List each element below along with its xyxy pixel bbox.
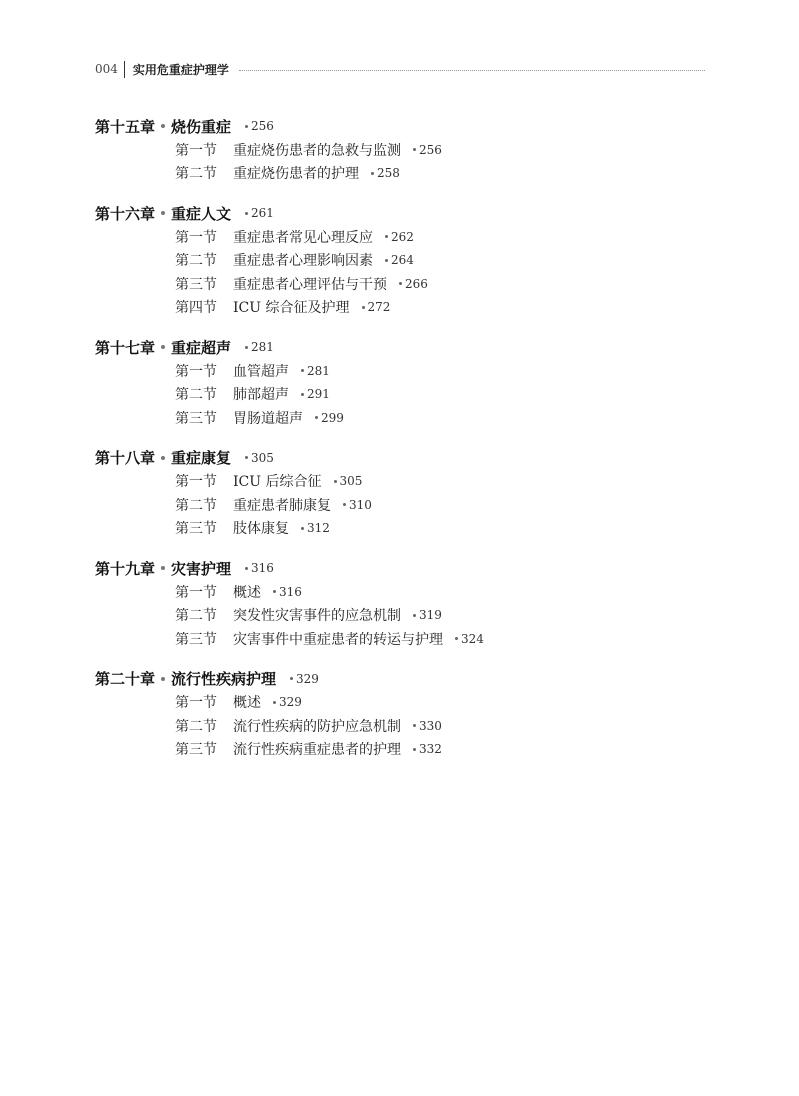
- page-dot-icon: [413, 614, 416, 617]
- section-entry[interactable]: [95, 249, 715, 273]
- page-dot-icon: [301, 369, 304, 372]
- bullet-dot-icon: [161, 677, 165, 681]
- chapter-entry[interactable]: [95, 201, 715, 225]
- page-dot-icon: [315, 416, 318, 419]
- chapter-label: 第十八章: [95, 449, 156, 467]
- chapter-label: 第十六章: [95, 204, 156, 223]
- toc-chapter: [95, 114, 715, 185]
- section-title: 肺部超声: [233, 387, 289, 404]
- page-dot-icon: [245, 212, 248, 215]
- page-dot-icon: [301, 393, 304, 396]
- section-entry[interactable]: [95, 138, 715, 162]
- chapter-entry[interactable]: [95, 446, 715, 470]
- section-label: 第二节: [175, 497, 217, 514]
- section-entry[interactable]: [95, 627, 715, 651]
- section-entry[interactable]: [95, 359, 715, 383]
- section-entry[interactable]: [95, 714, 715, 738]
- page-dot-icon: [273, 590, 276, 593]
- page-dot-icon: [245, 346, 248, 349]
- section-entry[interactable]: [95, 296, 715, 320]
- section-entry[interactable]: [95, 225, 715, 249]
- header-divider: [124, 61, 125, 78]
- chapter-page-number: 281: [251, 340, 274, 354]
- section-page-number: 332: [419, 742, 442, 757]
- page-dot-icon: [413, 724, 416, 727]
- section-page-number: 281: [307, 363, 330, 378]
- section-title: 概述: [233, 695, 261, 712]
- page-dot-icon: [413, 748, 416, 751]
- section-label: 第二节: [175, 387, 217, 404]
- section-label: 第一节: [175, 142, 217, 159]
- toc-chapter: [95, 201, 715, 319]
- section-page-number: 324: [461, 631, 484, 646]
- chapter-entry[interactable]: [95, 556, 715, 580]
- page-dot-icon: [301, 527, 304, 530]
- section-page-number: 258: [377, 166, 400, 181]
- chapter-title: 灾害护理: [171, 559, 232, 578]
- section-title: 流行性疾病重症患者的护理: [233, 742, 401, 759]
- chapter-entry[interactable]: [95, 114, 715, 138]
- section-entry[interactable]: [95, 406, 715, 430]
- section-page-number: 272: [367, 300, 391, 315]
- chapter-label: 第十五章: [95, 117, 156, 136]
- section-label: 第一节: [175, 584, 217, 601]
- section-title: 概述: [233, 584, 261, 601]
- section-title: 重症患者心理评估与干预: [233, 276, 387, 293]
- page-dot-icon: [273, 701, 276, 704]
- bullet-dot-icon: [161, 456, 165, 460]
- section-entry[interactable]: [95, 272, 715, 296]
- section-label: 第一节: [175, 229, 217, 246]
- page-dot-icon: [343, 503, 346, 506]
- page-dot-icon: [245, 125, 248, 128]
- page-dot-icon: [455, 637, 458, 640]
- page-dot-icon: [413, 148, 416, 151]
- section-title: 血管超声: [233, 363, 289, 380]
- section-label: 第三节: [175, 276, 217, 293]
- section-page-number: 312: [307, 521, 330, 536]
- chapter-label: 第十七章: [95, 338, 156, 357]
- chapter-entry[interactable]: [95, 667, 715, 691]
- section-entry[interactable]: [95, 493, 715, 517]
- section-label: 第一节: [175, 474, 217, 491]
- section-title: 灾害事件中重症患者的转运与护理: [233, 631, 443, 648]
- section-label: 第二节: [175, 253, 217, 270]
- chapter-label: 第二十章: [95, 670, 156, 688]
- section-page-number: 291: [307, 387, 330, 402]
- chapter-title: 重症人文: [171, 204, 232, 223]
- section-title: 重症患者常见心理反应: [233, 229, 373, 246]
- page-dot-icon: [245, 456, 248, 459]
- section-page-number: 262: [391, 229, 414, 244]
- chapter-title: 流行性疾病护理: [171, 670, 277, 688]
- section-page-number: 310: [349, 497, 372, 512]
- section-entry[interactable]: [95, 738, 715, 762]
- section-label: 第四节: [175, 300, 217, 317]
- bullet-dot-icon: [161, 566, 165, 570]
- section-title: 重症患者心理影响因素: [233, 253, 373, 270]
- section-title: ICU 后综合征: [233, 474, 322, 491]
- section-entry[interactable]: [95, 604, 715, 628]
- page-dot-icon: [362, 306, 365, 309]
- chapter-title: 重症超声: [171, 338, 232, 357]
- page-dot-icon: [371, 172, 374, 175]
- chapter-page-number: 261: [251, 206, 274, 220]
- section-entry[interactable]: [95, 691, 715, 715]
- section-label: 第三节: [175, 631, 217, 648]
- chapter-page-number: 316: [251, 561, 274, 575]
- section-entry[interactable]: [95, 517, 715, 541]
- section-label: 第一节: [175, 363, 217, 380]
- section-label: 第三节: [175, 742, 217, 759]
- chapter-page-number: 305: [251, 450, 274, 465]
- section-title: ICU 综合征及护理: [233, 300, 350, 317]
- page-dot-icon: [385, 259, 388, 262]
- page-dot-icon: [334, 480, 337, 483]
- chapter-page-number: 256: [251, 119, 274, 133]
- table-of-contents: [95, 114, 715, 777]
- book-title: 实用危重症护理学: [132, 62, 229, 77]
- section-title: 重症患者肺康复: [233, 497, 331, 514]
- section-label: 第三节: [175, 521, 217, 538]
- section-page-number: 329: [279, 695, 302, 710]
- page-dot-icon: [245, 567, 248, 570]
- section-label: 第二节: [175, 608, 217, 625]
- section-label: 第一节: [175, 695, 217, 712]
- toc-chapter: [95, 446, 715, 541]
- chapter-page-number: 329: [296, 671, 319, 686]
- section-page-number: 299: [321, 410, 344, 425]
- toc-chapter: [95, 335, 715, 430]
- section-label: 第三节: [175, 410, 217, 427]
- section-page-number: 330: [419, 718, 442, 733]
- header-dotted-rule: [239, 69, 705, 71]
- section-title: 重症烧伤患者的护理: [233, 166, 359, 183]
- section-entry[interactable]: [95, 383, 715, 407]
- bullet-dot-icon: [161, 211, 165, 215]
- section-entry[interactable]: [95, 162, 715, 186]
- page-number: 004: [95, 62, 118, 76]
- section-entry[interactable]: [95, 580, 715, 604]
- section-page-number: 264: [391, 253, 414, 268]
- section-label: 第二节: [175, 718, 217, 735]
- section-title: 肢体康复: [233, 521, 289, 538]
- page-dot-icon: [385, 235, 388, 238]
- section-title: 突发性灾害事件的应急机制: [233, 608, 401, 625]
- section-page-number: 266: [405, 276, 428, 291]
- page-dot-icon: [290, 677, 293, 680]
- chapter-entry[interactable]: [95, 335, 715, 359]
- section-title: 流行性疾病的防护应急机制: [233, 718, 401, 735]
- page-dot-icon: [399, 282, 402, 285]
- section-entry[interactable]: [95, 470, 715, 494]
- chapter-title: 重症康复: [171, 449, 232, 467]
- section-label: 第二节: [175, 166, 217, 183]
- bullet-dot-icon: [161, 124, 165, 128]
- section-page-number: 319: [419, 608, 442, 623]
- bullet-dot-icon: [161, 345, 165, 349]
- chapter-label: 第十九章: [95, 559, 156, 578]
- section-title: 重症烧伤患者的急救与监测: [233, 142, 401, 159]
- page-header: [95, 59, 705, 79]
- section-title: 胃肠道超声: [233, 410, 303, 427]
- section-page-number: 256: [419, 142, 442, 157]
- toc-chapter: [95, 667, 715, 762]
- chapter-title: 烧伤重症: [171, 117, 232, 136]
- section-page-number: 305: [339, 474, 363, 489]
- toc-chapter: [95, 556, 715, 651]
- section-page-number: 316: [279, 584, 302, 599]
